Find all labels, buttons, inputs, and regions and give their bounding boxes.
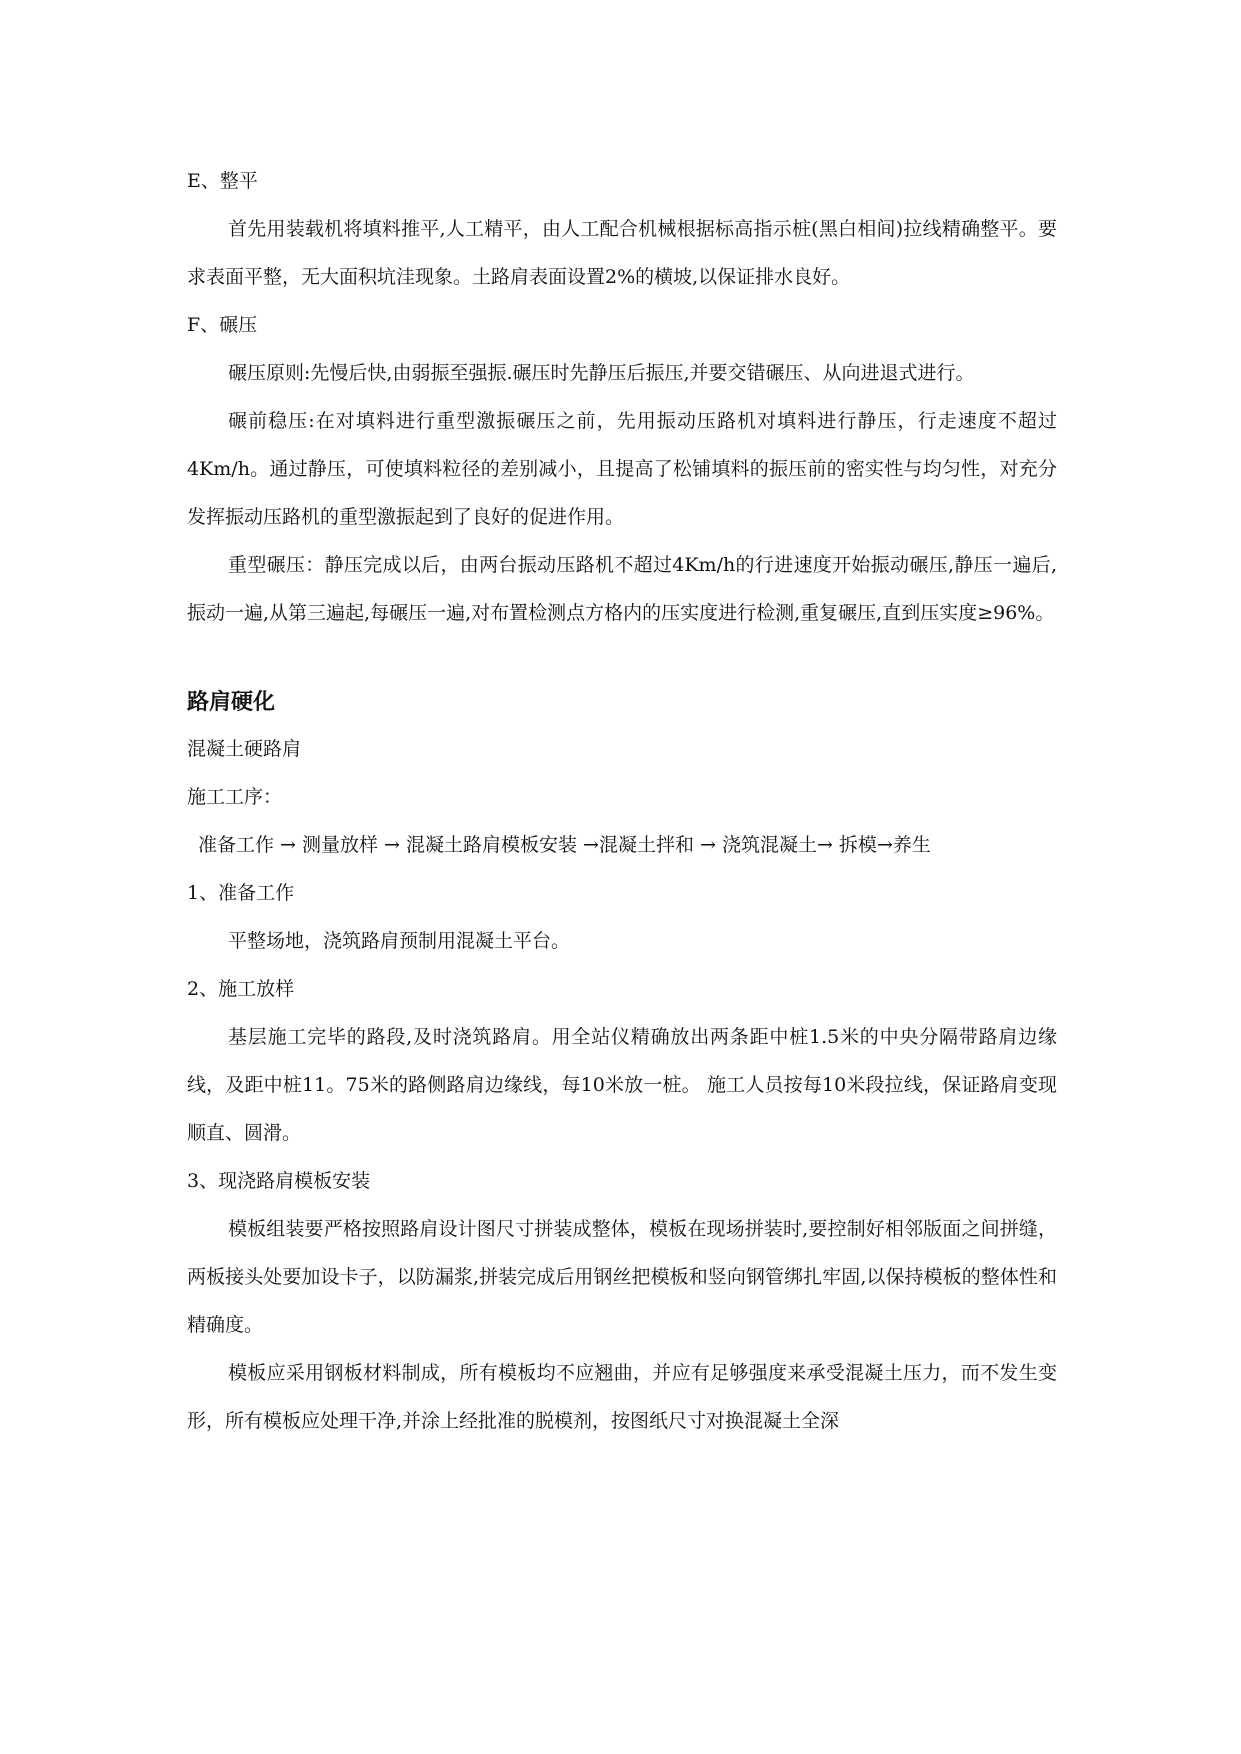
shoulder-subtitle: 混凝土硬路肩 <box>187 738 302 760</box>
section-e-title: E、整平 <box>187 170 258 192</box>
step1-paragraph: 平整场地，浇筑路肩预制用混凝土平台。 <box>228 930 571 952</box>
section-e-paragraph: 首先用装载机将填料推平,人工精平，由人工配合机械根据标高指示桩(黑白相间)拉线精确整平。要求表面平整，无大面积坑洼现象。土路肩表面设置2%的横坡,以保证排水良好。 <box>187 218 1057 288</box>
process-flow: 准备工作 → 测量放样 → 混凝土路肩模板安装 →混凝土拌和 → 浇筑混凝土→ 拆模→养生 <box>198 834 931 856</box>
heavy-rolling-paragraph: 重型碾压：静压完成以后，由两台振动压路机不超过4Km/h的行进速度开始振动碾压,静压一遍后,振动一遍,从第三遍起,每碾压一遍,对布置检测点方格内的压实度进行检测,重复碾压,直到压实度≥96%。 <box>187 554 1057 624</box>
step2-title: 2、施工放样 <box>187 978 295 1000</box>
document-body <box>187 157 1057 1445</box>
rolling-principle-paragraph: 碾压原则:先慢后快,由弱振至强振.碾压时先静压后振压,并要交错碾压、从向进退式进行。 <box>228 362 975 384</box>
step2-paragraph: 基层施工完毕的路段,及时浇筑路肩。用全站仪精确放出两条距中桩1.5米的中央分隔带路肩边缘线，及距中桩11。75米的路侧路肩边缘线，每10米放一桩。 施工人员按每10米段拉线，保证路肩变现顺直、圆滑。 <box>187 1026 1057 1144</box>
step3-paragraph-1: 模板组装要严格按照路肩设计图尺寸拼装成整体，模板在现场拼装时,要控制好相邻版面之间拼缝，两板接头处要加设卡子，以防漏浆,拼装完成后用钢丝把模板和竖向钢管绑扎牢固,以保持模板的整体性和精确度。 <box>187 1218 1057 1336</box>
shoulder-heading: 路肩硬化 <box>187 690 276 715</box>
process-label: 施工工序： <box>187 786 283 808</box>
section-f-title: F、碾压 <box>187 314 258 336</box>
step1-title: 1、准备工作 <box>187 882 295 904</box>
step3-paragraph-2: 模板应采用钢板材料制成，所有模板均不应翘曲，并应有足够强度来承受混凝土压力，而不发生变形，所有模板应处理干净,并涂上经批准的脱模剂，按图纸尺寸对换混凝土全深 <box>187 1362 1057 1432</box>
pre-rolling-paragraph: 碾前稳压:在对填料进行重型激振碾压之前，先用振动压路机对填料进行静压，行走速度不超过4Km/h。通过静压，可使填料粒径的差别减小，且提高了松铺填料的振压前的密实性与均匀性，对充分发挥振动压路机的重型激振起到了良好的促进作用。 <box>187 410 1057 528</box>
step3-title: 3、现浇路肩模板安装 <box>187 1170 371 1192</box>
